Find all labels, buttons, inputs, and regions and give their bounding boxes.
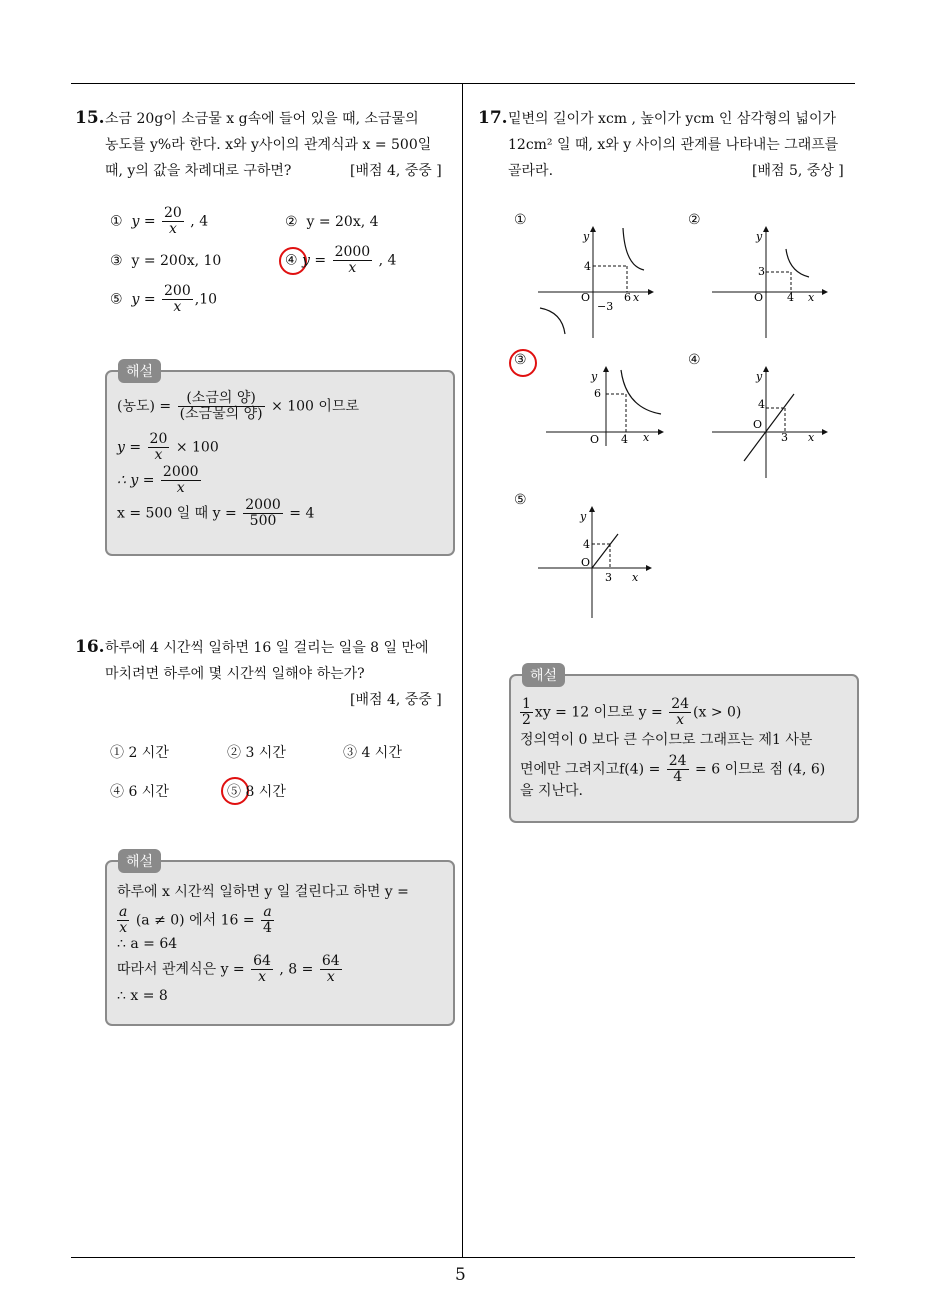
q16-score: [배점 4, 중중 ] [350,692,442,708]
top-rule [71,83,855,84]
q15-score: [배점 4, 중중 ] [350,163,442,179]
q17-graph-1 [530,222,670,344]
g4-y-label: y [756,370,763,383]
page-number: 5 [455,1265,466,1285]
q16-solution-line4: 따라서 관계식은 y = $\frac{64}{x}$ , 8 = $\frac{64}{x}$ [117,953,340,985]
q15-solution-line1: (농도) = $\frac{\text{(소금의 양)}}{\text{(소금물의 양)}}$ × 100 이므로 [117,390,359,422]
q17-option-1[interactable]: ① [514,212,527,228]
g2-x-label: x [808,291,815,304]
bottom-rule [71,1257,855,1258]
g2-tick-4: 4 [787,291,794,304]
g3-tick-4: 4 [621,433,628,446]
g1-x-label: x [633,291,640,304]
q17-graph-4 [706,362,836,484]
g5-y-label: y [580,510,587,523]
q15-line1: 소금 20g이 소금물 x g속에 들어 있을 때, 소금물의 [105,111,419,127]
q17-solution-line4: 을 지난다. [520,783,583,799]
q17-line2: 12cm² 일 때, x와 y 사이의 관계를 나타내는 그래프를 [508,137,839,153]
q16-option-5[interactable]: ⑤ 8 시간 [227,784,286,800]
q15-line3: 때, y의 값을 차례대로 구하면? [105,163,292,179]
g4-tick-4: 4 [758,398,765,411]
q17-score: [배점 5, 중상 ] [752,163,844,179]
q16-line1: 하루에 4 시간씩 일하면 16 일 걸리는 일을 8 일 만에 [105,640,429,656]
q17-graph-5 [534,502,664,624]
q17-line3: 골라라. [508,163,554,179]
q17-graph-2 [706,222,836,344]
q15-solution-label: 해설 [118,359,161,383]
g2-y-label: y [756,230,763,243]
g1-tick-4: 4 [584,260,591,273]
g1-origin: O [581,291,591,304]
g5-tick-3: 3 [605,571,612,584]
q16-option-2[interactable]: ② 3 시간 [227,745,286,761]
g2-origin: O [754,291,764,304]
q17-option-3[interactable]: ③ [514,352,527,368]
q15-option-5[interactable]: ⑤ y = $\frac{200}{x}$ ,10 [110,283,218,315]
g3-tick-6: 6 [594,387,601,400]
q17-solution-line3: 면에만 그려지고f(4) = $\frac{24}{4}$ = 6 이므로 점 (4, 6) [520,753,826,785]
q16-solution-line2: $\frac{a}{x}$ (a ≠ 0) 에서 16 = $\frac{a}{4}$ [119,904,272,936]
column-divider [462,83,463,1258]
q16-solution-line3: ∴ a = 64 [117,936,178,952]
q16-option-1[interactable]: ① 2 시간 [110,745,169,761]
q16-solution-line5: ∴ x = 8 [117,988,168,1004]
q17-number: 17. [478,108,508,128]
g4-origin: O [753,418,763,431]
q15-option-3[interactable]: ③ y = 200x, 10 [110,253,222,269]
q16-solution-label: 해설 [118,849,161,873]
g1-tick-minus3: −3 [597,300,614,313]
q17-line1: 밑변의 길이가 xcm , 높이가 ycm 인 삼각형의 넓이가 [508,111,836,127]
g5-tick-4: 4 [583,538,590,551]
q17-solution-label: 해설 [522,663,565,687]
q15-option-4[interactable]: ④ y = $\frac{2000}{x}$ , 4 [285,244,397,276]
g1-y-label: y [583,230,590,243]
g3-x-label: x [643,431,650,444]
q15-solution-line2: y = $\frac{20}{x}$ × 100 [117,431,219,463]
g4-tick-3: 3 [781,431,788,444]
q16-solution-line1: 하루에 x 시간씩 일하면 y 일 걸린다고 하면 y = [117,884,409,900]
q15-line2: 농도를 y%라 한다. x와 y사이의 관계식과 x = 500일 [105,137,432,153]
q17-option-2[interactable]: ② [688,212,701,228]
q15-solution-line3: ∴ y = $\frac{2000}{x}$ [117,464,199,496]
q17-solution-line2: 정의역이 0 보다 큰 수이므로 그래프는 제1 사분 [520,732,813,748]
q15-option-1[interactable]: ① y = $\frac{20}{x}$ , 4 [110,205,209,237]
q16-option-3[interactable]: ③ 4 시간 [343,745,402,761]
q17-solution-line1: $\frac{1}{2}$ xy = 12 이므로 y = $\frac{24}{x}$ (x > 0) [522,696,742,728]
q16-option-4[interactable]: ④ 6 시간 [110,784,169,800]
q17-graph-3 [544,362,674,452]
g3-y-label: y [591,370,598,383]
q16-line2: 마치려면 하루에 몇 시간씩 일해야 하는가? [105,666,365,682]
q16-number: 16. [75,637,105,657]
q17-option-4[interactable]: ④ [688,352,701,368]
g3-origin: O [590,433,600,446]
g4-x-label: x [808,431,815,444]
g2-tick-3: 3 [758,265,765,278]
g5-origin: O [581,556,591,569]
g5-x-label: x [632,571,639,584]
q15-solution-line4: x = 500 일 때 y = $\frac{2000}{500}$ = 4 [117,497,315,529]
q17-option-5[interactable]: ⑤ [514,492,527,508]
q15-option-2[interactable]: ② y = 20x, 4 [285,214,379,230]
g1-tick-6: 6 [624,291,631,304]
q15-number: 15. [75,108,105,128]
